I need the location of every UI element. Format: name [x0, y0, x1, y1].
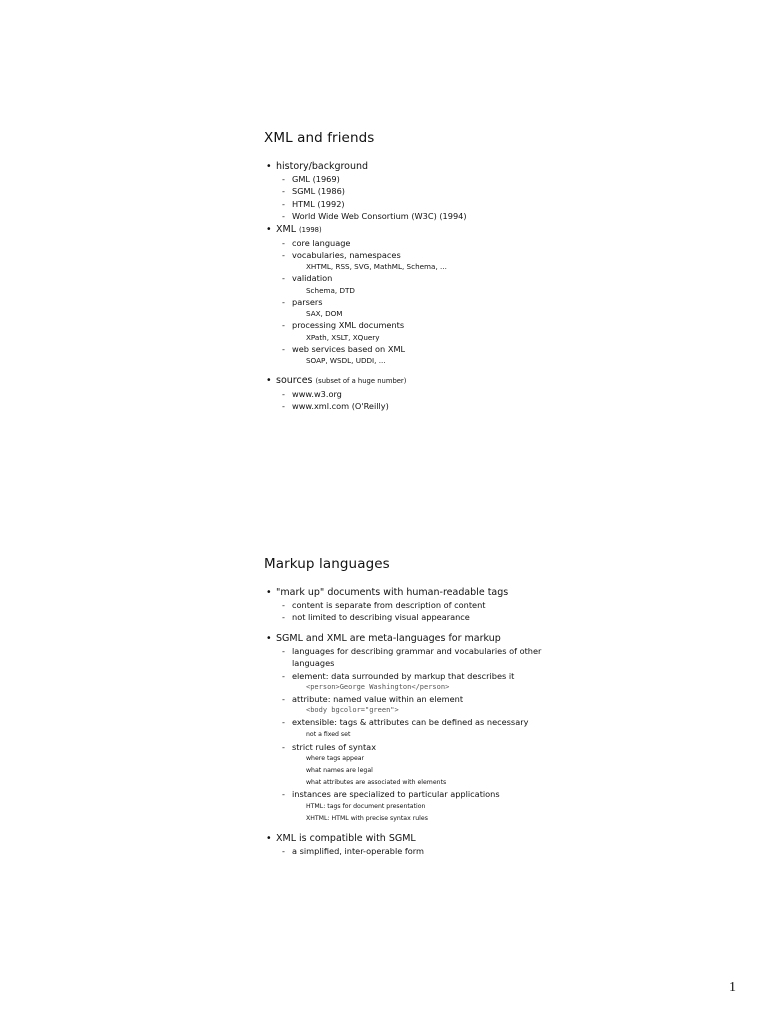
item-label: core language [292, 237, 351, 248]
list-item [280, 693, 544, 716]
bullet-markup [264, 586, 544, 624]
item-detail: SAX, DOM [306, 309, 343, 319]
sub-list [276, 388, 544, 413]
slide-title: Markup languages [264, 556, 390, 572]
bullet-label: XML is compatible with SGML [276, 833, 416, 845]
item-label: web services based on XML [292, 343, 406, 354]
list-item: - languages for describing grammar and vocabularies of other languages [280, 645, 544, 670]
item-label: extensible: tags & attributes can be defined as necessary [292, 717, 529, 728]
item-note: XHTML: HTML with precise syntax rules [306, 814, 428, 822]
list-item: - a simplified, inter-operable form [280, 845, 544, 857]
item-label: attribute: named value within an element [292, 694, 464, 705]
list-item: - content is separate from description of content [280, 599, 544, 611]
item-label: instances are specialized to particular applications [292, 789, 500, 800]
bullet-compat [264, 832, 544, 857]
list-item: - World Wide Web Consortium (W3C) (1994) [280, 210, 544, 222]
bullet-label: history/background [276, 161, 369, 172]
bullet-meta-languages [264, 632, 544, 825]
item-note: where tags appear [306, 755, 365, 763]
item-label: parsers [292, 296, 323, 307]
bullet-label: SGML and XML are meta-languages for markup [276, 632, 501, 644]
item-note: what attributes are associated with elements [306, 778, 447, 786]
page-number: 1 [729, 980, 736, 995]
list-item [280, 741, 544, 789]
list-item [280, 249, 544, 272]
code-example: <body bgcolor="green"> [306, 706, 399, 715]
item-label: element: data surrounded by markup that describes it [292, 670, 515, 681]
item-detail: XPath, XSLT, XQuery [306, 332, 380, 342]
item-label: validation [292, 273, 333, 284]
list-item [280, 296, 544, 319]
list-item [280, 670, 544, 693]
list-item [280, 237, 544, 249]
sub-list [276, 237, 544, 366]
bullet-list [264, 160, 544, 413]
list-item [280, 343, 544, 366]
bullet-xml [264, 223, 544, 366]
item-detail: Schema, DTD [306, 285, 355, 295]
item-note: not a fixed set [306, 730, 351, 738]
sources-note: (subset of a huge number) [315, 377, 407, 386]
list-item: - GML (1969) [280, 173, 544, 185]
list-item [280, 716, 544, 740]
bullet-label: "mark up" documents with human-readable tags [276, 587, 509, 598]
item-label: processing XML documents [292, 320, 405, 331]
list-item [280, 319, 544, 342]
item-note: what names are legal [306, 766, 373, 774]
bullet-label: XML [276, 223, 296, 235]
list-item [280, 272, 544, 295]
item-label: vocabularies, namespaces [292, 250, 401, 261]
bullet-list [264, 586, 544, 858]
link-w3-org: - www.w3.org [280, 388, 544, 400]
xml-year: (1998) [299, 225, 322, 234]
sub-list [276, 845, 544, 857]
item-detail: SOAP, WSDL, UDDI, ... [306, 356, 386, 366]
slide-markup-languages [264, 556, 544, 858]
slide-title: XML and friends [264, 130, 375, 146]
list-item: - not limited to describing visual appearance [280, 611, 544, 623]
list-item: - HTML (1992) [280, 198, 544, 210]
list-item: - SGML (1986) [280, 185, 544, 197]
link-xml-com: - www.xml.com (O'Reilly) [280, 400, 544, 412]
sub-list [276, 645, 544, 825]
bullet-history [264, 160, 544, 223]
code-example: <person>George Washington</person> [306, 683, 450, 692]
slide-xml-and-friends [264, 130, 544, 413]
list-item [280, 788, 544, 824]
bullet-label: sources [276, 375, 313, 387]
item-detail: XHTML, RSS, SVG, MathML, Schema, ... [306, 262, 447, 272]
bullet-sources [264, 374, 544, 413]
sub-list [276, 599, 544, 624]
item-label: strict rules of syntax [292, 741, 377, 752]
item-note: HTML: tags for document presentation [306, 802, 426, 810]
sub-list [276, 173, 544, 223]
